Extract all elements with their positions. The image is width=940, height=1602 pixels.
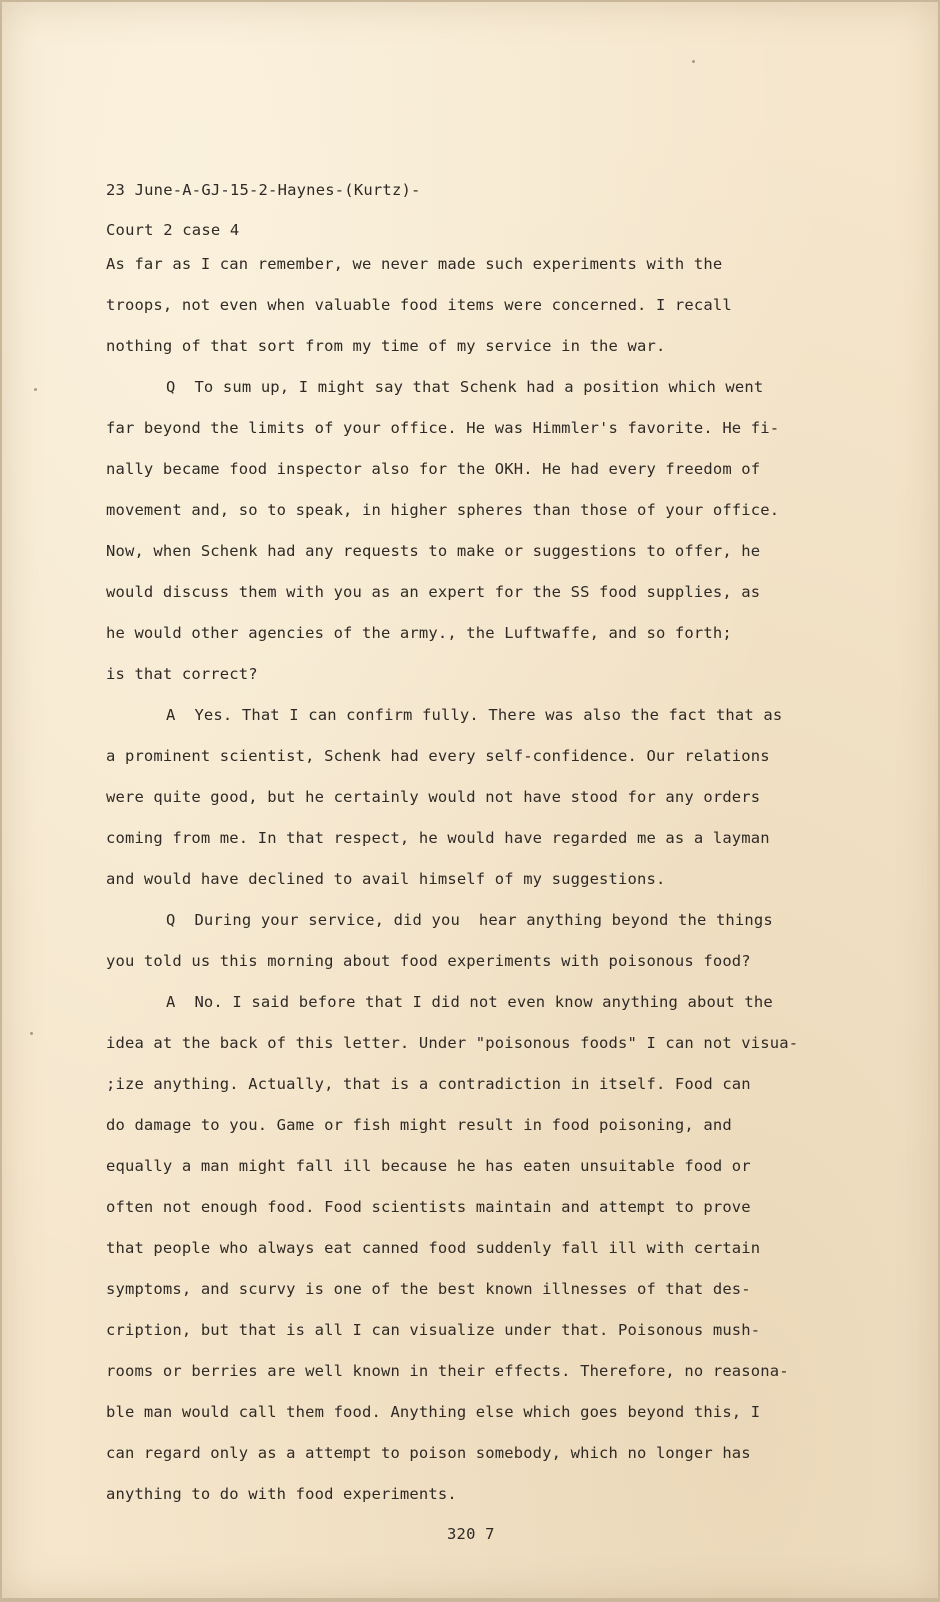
paper-speck <box>30 1032 33 1035</box>
transcript-line: Q During your service, did you hear anything beyond the things <box>166 911 773 929</box>
transcript-line: movement and, so to speak, in higher spheres than those of your office. <box>106 501 780 519</box>
document-page <box>2 2 938 1598</box>
transcript-line: symptoms, and scurvy is one of the best known illnesses of that des- <box>106 1280 751 1298</box>
transcript-line: troops, not even when valuable food items were concerned. I recall <box>106 296 732 314</box>
paper-speck <box>692 60 695 63</box>
transcript-line: Now, when Schenk had any requests to make or suggestions to offer, he <box>106 542 761 560</box>
page-number: 320 7 <box>447 1525 495 1543</box>
transcript-line: you told us this morning about food experiments with poisonous food? <box>106 952 751 970</box>
transcript-line: often not enough food. Food scientists maintain and attempt to prove <box>106 1198 751 1216</box>
transcript-line: far beyond the limits of your office. He was Himmler's favorite. He fi- <box>106 419 780 437</box>
transcript-line: can regard only as a attempt to poison somebody, which no longer has <box>106 1444 751 1462</box>
transcript-line: Q To sum up, I might say that Schenk had a position which went <box>166 378 764 396</box>
transcript-line: nothing of that sort from my time of my service in the war. <box>106 337 666 355</box>
transcript-line: cription, but that is all I can visualize under that. Poisonous mush- <box>106 1321 761 1339</box>
transcript-line: ;ize anything. Actually, that is a contradiction in itself. Food can <box>106 1075 751 1093</box>
transcript-line: As far as I can remember, we never made such experiments with the <box>106 255 723 273</box>
transcript-body <box>106 244 850 1515</box>
transcript-line: A No. I said before that I did not even know anything about the <box>166 993 773 1011</box>
document-header <box>106 170 421 250</box>
transcript-line: idea at the back of this letter. Under "poisonous foods" I can not visua- <box>106 1034 799 1052</box>
transcript-line: equally a man might fall ill because he has eaten unsuitable food or <box>106 1157 751 1175</box>
transcript-line: nally became food inspector also for the OKH. He had every freedom of <box>106 460 761 478</box>
transcript-line: A Yes. That I can confirm fully. There was also the fact that as <box>166 706 783 724</box>
transcript-line: rooms or berries are well known in their effects. Therefore, no reasona- <box>106 1362 789 1380</box>
transcript-line: and would have declined to avail himself of my suggestions. <box>106 870 666 888</box>
transcript-line: coming from me. In that respect, he would have regarded me as a layman <box>106 829 770 847</box>
transcript-line: anything to do with food experiments. <box>106 1485 457 1503</box>
transcript-line: a prominent scientist, Schenk had every self-confidence. Our relations <box>106 747 770 765</box>
transcript-line: do damage to you. Game or fish might result in food poisoning, and <box>106 1116 732 1134</box>
transcript-line: that people who always eat canned food suddenly fall ill with certain <box>106 1239 761 1257</box>
transcript-line: ble man would call them food. Anything else which goes beyond this, I <box>106 1403 761 1421</box>
transcript-line: were quite good, but he certainly would not have stood for any orders <box>106 788 761 806</box>
transcript-line: would discuss them with you as an expert for the SS food supplies, as <box>106 583 761 601</box>
header-court-line: Court 2 case 4 <box>106 221 240 239</box>
transcript-line: is that correct? <box>106 665 258 683</box>
header-reference-line: 23 June-A-GJ-15-2-Haynes-(Kurtz)- <box>106 181 421 199</box>
transcript-line: he would other agencies of the army., the Luftwaffe, and so forth; <box>106 624 732 642</box>
paper-speck <box>34 388 37 391</box>
